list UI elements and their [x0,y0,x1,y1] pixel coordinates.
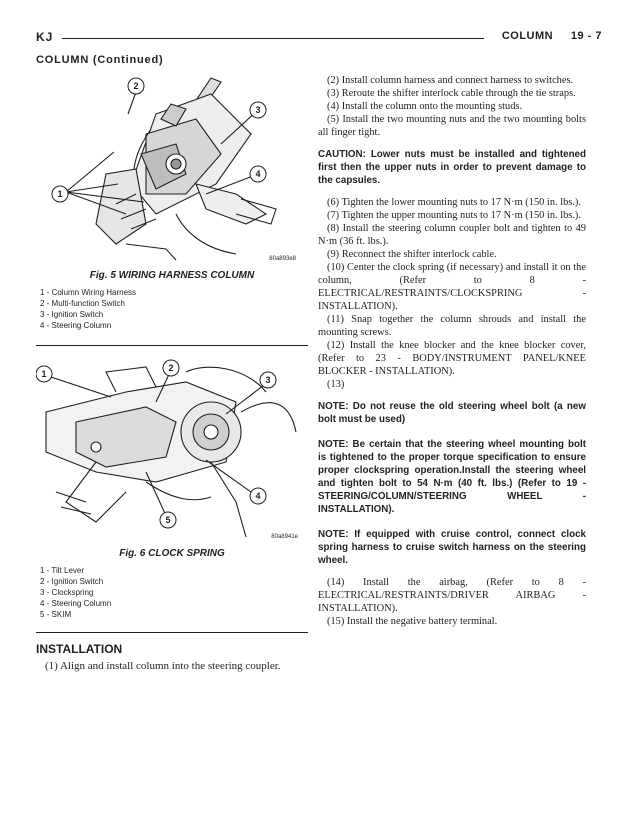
step-13: (13) [327,379,345,390]
installation-heading: INSTALLATION [36,642,123,656]
fig5-caption: Fig. 5 WIRING HARNESS COLUMN [89,270,255,281]
fig5-legend-item: 3 - Ignition Switch [40,310,104,319]
fig5-legend-item: 1 - Column Wiring Harness [40,288,137,297]
fig6-legend [36,565,308,620]
header-rule [62,38,484,39]
fig6-legend-item: 5 - SKIM [40,610,72,619]
step-7: (7) Tighten the upper mounting nuts to 17 N·m (150 in. lbs.). [327,210,581,221]
step-6: (6) Tighten the lower mounting nuts to 17 N·m (150 in. lbs.). [327,197,581,208]
fig5-callout-4: 4 [255,169,261,179]
header-section-page: COLUMN 19 - 7 [501,30,602,42]
step-2: (2) Install column harness and connect harness to switches. [327,75,574,86]
note-torque: NOTE: Be certain that the steering wheel mounting bolt is tightened to the proper torque specification to ensure proper clockspring operation.Install the steering wheel and tighten bolt to 54 N·m (40 ft. lbs.) (Refer to 19 - STEERING/COLUMN/STEERING WHEEL - INSTALLATION). [318,439,586,515]
step-10: (10) Center the clock spring (if necessary) and install it on the column, (Refer to 8 - ELECTRICAL/RESTRAINTS/CLOCKSPRING - INSTALLATION). [318,262,586,312]
fig6-legend-item: 2 - Ignition Switch [40,577,104,586]
procedure-steps [318,74,586,628]
note-bolt: NOTE: Do not reuse the old steering wheel bolt (a new bolt must be used) [318,401,586,425]
fig6-legend-item: 4 - Steering Column [40,599,112,608]
fig6-callout-4: 4 [255,491,261,501]
step-14: (14) Install the airbag, (Refer to 8 - ELECTRICAL/RESTRAINTS/DRIVER AIRBAG - INSTALLATION). [318,577,586,614]
fig6-legend-item: 1 - Tilt Lever [40,566,85,575]
page-header [36,30,602,46]
fig5-code: 80a893e8 [269,256,296,262]
fig6-callout-5: 5 [165,515,171,525]
fig5-legend-item: 2 - Multi-function Switch [40,299,125,308]
fig6-caption: Fig. 6 CLOCK SPRING [119,548,225,559]
step-3: (3) Reroute the shifter interlock cable through the tie straps. [327,88,576,99]
step-9: (9) Reconnect the shifter interlock cable. [327,249,497,260]
clock-spring-illustration [36,352,308,542]
installation-step-1 [36,660,308,673]
step-5: (5) Install the two mounting nuts and the two mounting bolts all finger tight. [318,114,586,138]
fig6-legend-item: 3 - Clockspring [40,588,94,597]
fig6-callout-1: 1 [41,369,47,379]
caution-note: CAUTION: Lower nuts must be installed and tightened first then the upper nuts in order to prevent damage to the capsules. [318,149,586,186]
section-title: COLUMN (Continued) [36,54,164,66]
figure-divider [36,345,308,346]
step-15: (15) Install the negative battery terminal. [327,616,498,627]
fig5-legend [36,287,308,331]
step-11: (11) Snap together the column shrouds and install the mounting screws. [318,314,586,338]
fig6-code: 80a8941e [271,534,298,540]
wiring-harness-illustration [36,74,308,264]
figure-clock-spring [36,352,308,620]
figure-divider [36,632,308,633]
step-4: (4) Install the column onto the mounting studs. [327,101,523,112]
installation-step-1-text: (1) Align and install column into the steering coupler. [45,660,281,672]
figure-wiring-harness [36,74,308,331]
step-8: (8) Install the steering column coupler bolt and tighten to 49 N·m (36 ft. lbs.). [318,223,586,247]
header-model: KJ [36,30,54,44]
fig5-legend-item: 4 - Steering Column [40,321,112,330]
fig6-callout-3: 3 [265,375,271,385]
note-cruise: NOTE: If equipped with cruise control, connect clock spring harness to cruise switch harness on the steering wheel. [318,529,586,566]
step-12: (12) Install the knee blocker and the knee blocker cover, (Refer to 23 - BODY/INSTRUMENT PANEL/KNEE BLOCKER - INSTALLATION). [318,340,586,377]
fig6-callout-2: 2 [168,363,174,373]
fig5-callout-2: 2 [133,81,139,91]
fig5-callout-1: 1 [57,189,63,199]
fig5-callout-3: 3 [255,105,261,115]
